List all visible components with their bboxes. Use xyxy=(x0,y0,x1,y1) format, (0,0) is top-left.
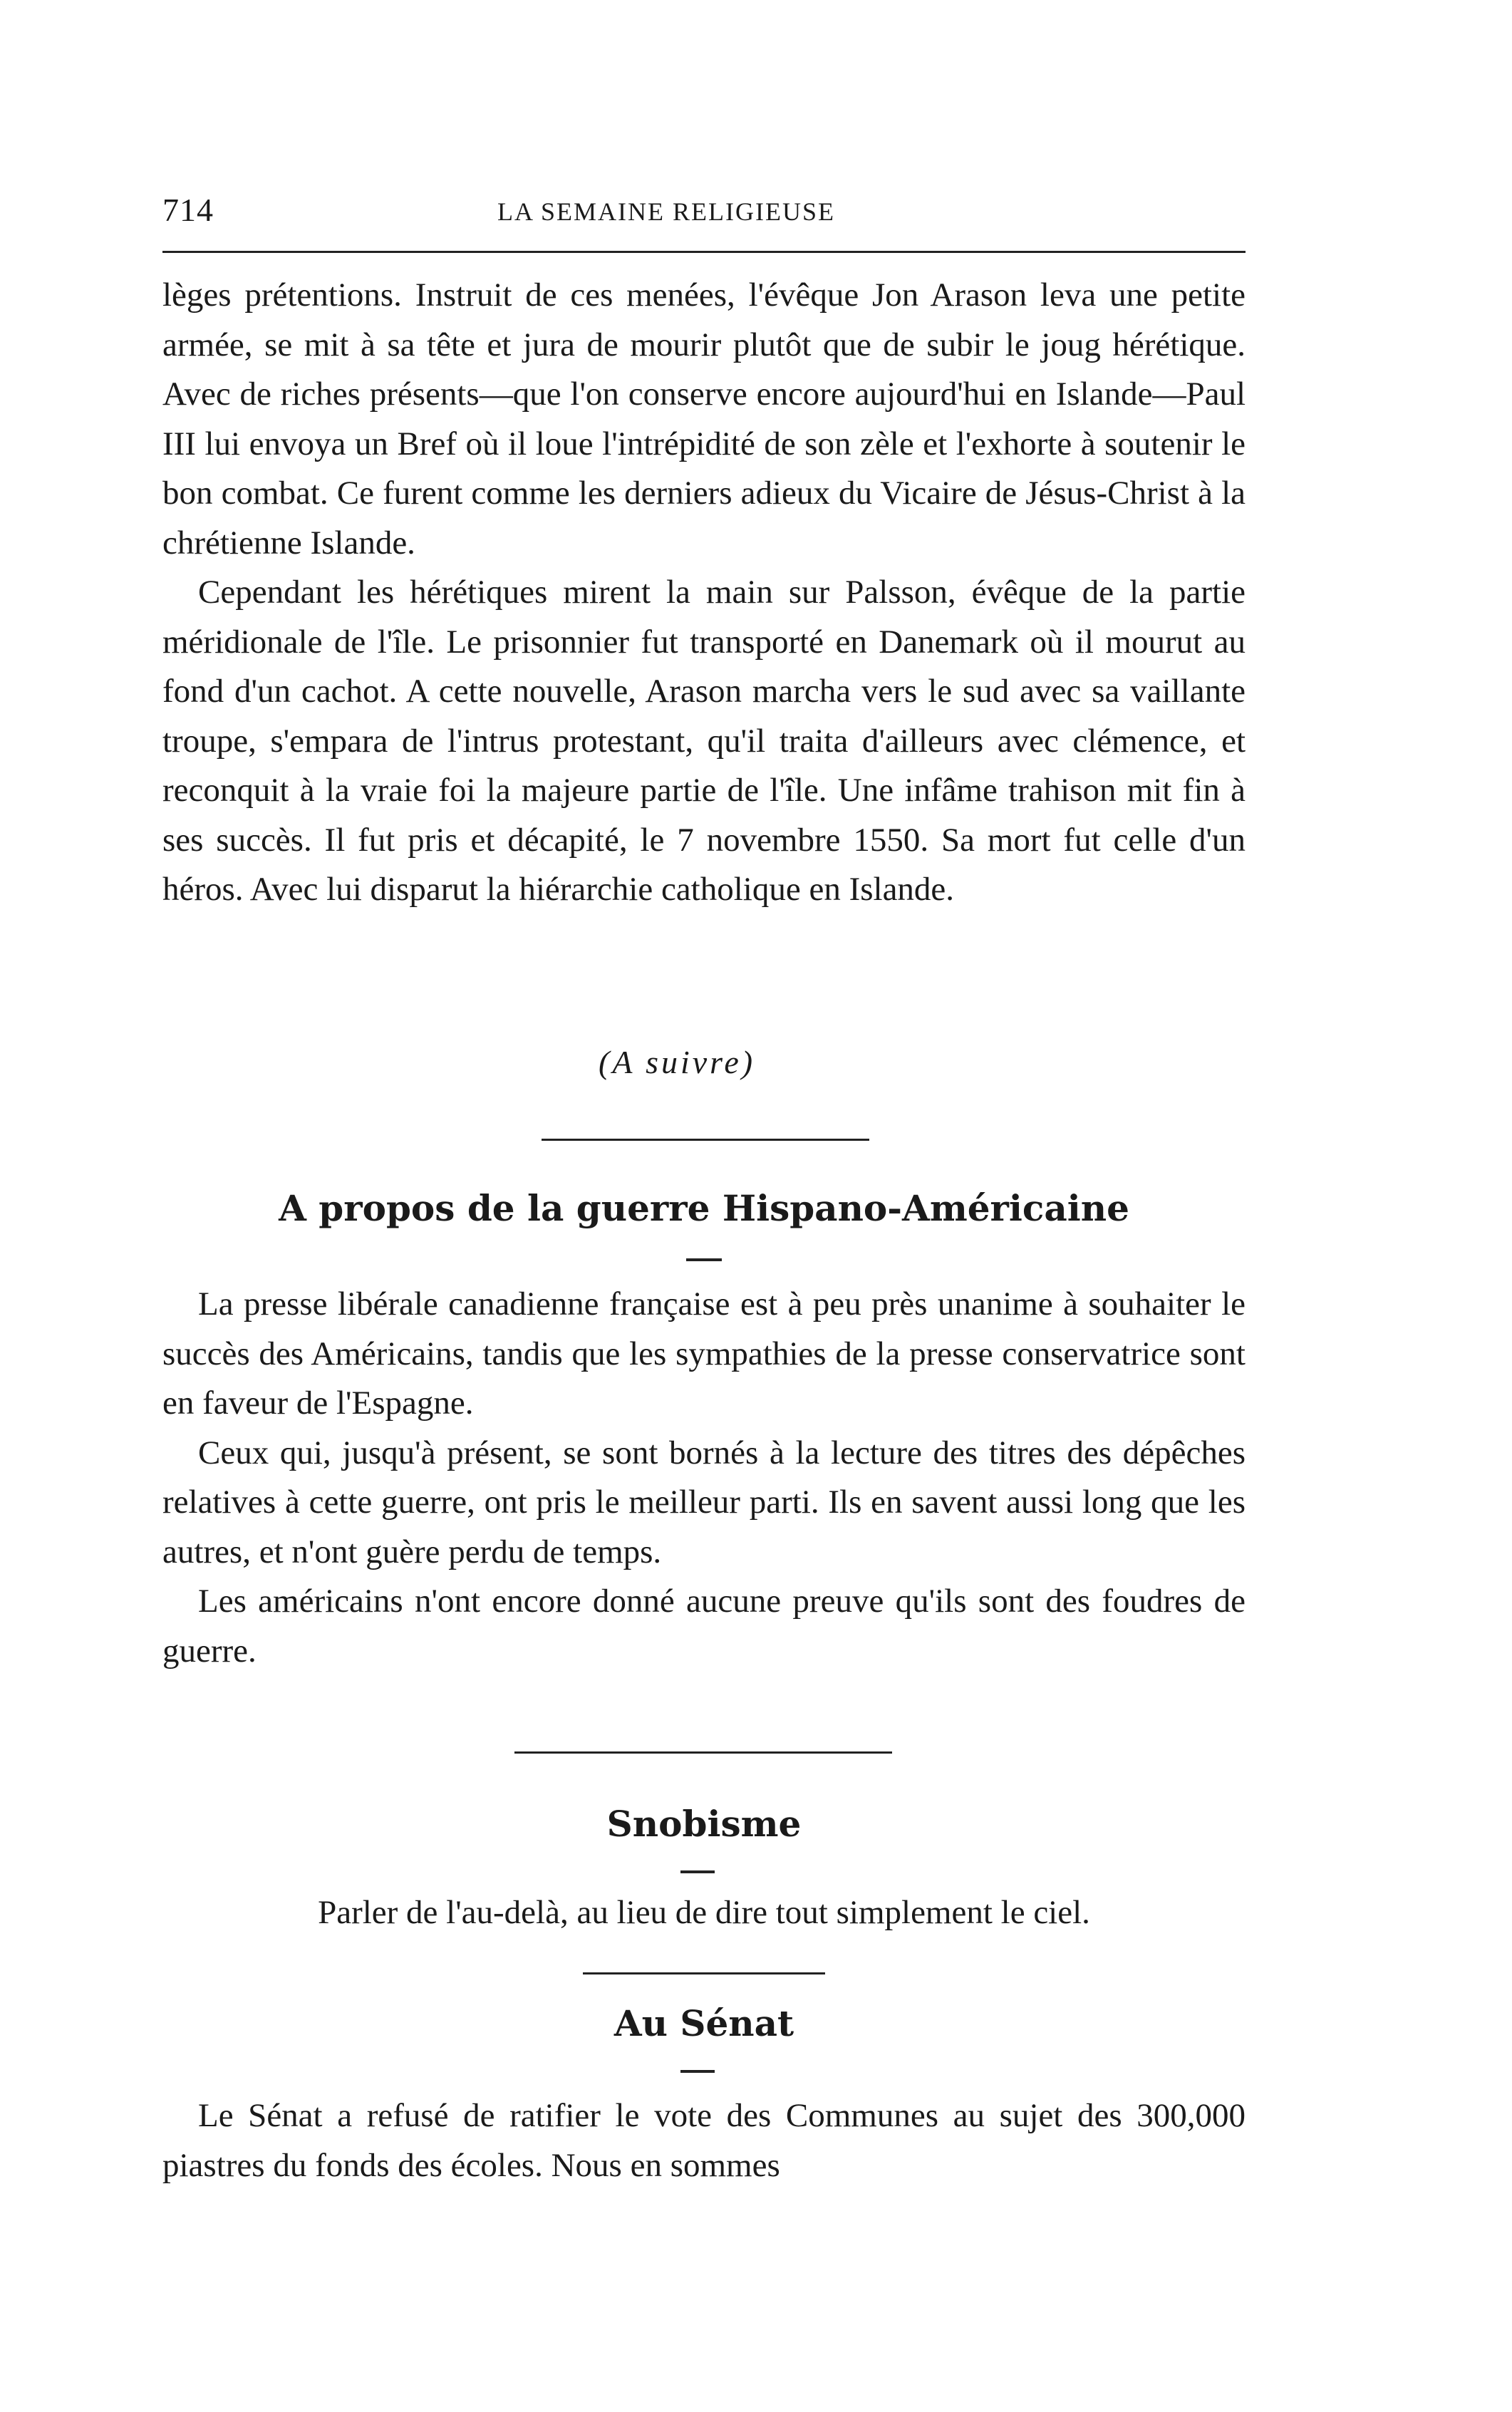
paragraph: lèges prétentions. Instruit de ces menées, l'évêque Jon Arason leva une petite armée, se mit à sa tête et jura de mourir plutôt que de subir le joug hérétique. Avec de riches présents—que l'on conserve encore aujourd'hui en Islande—Paul III lui envoya un Bref où il loue l'intrépidité de son zèle et l'exhorte à soutenir le bon combat. Ce furent comme les derniers adieux du Vicaire de Jésus-Christ à la chrétienne Islande. xyxy=(162,276,1246,561)
page-header xyxy=(162,191,1246,241)
title-dash xyxy=(680,1870,715,1873)
title-dash xyxy=(680,2070,715,2073)
section-title: Au Sénat xyxy=(613,2002,794,2044)
article-body xyxy=(162,1888,1246,1938)
running-title: LA SEMAINE RELIGIEUSE xyxy=(497,197,835,226)
to-be-continued: (A suivre) xyxy=(599,1044,756,1080)
article-body xyxy=(162,2091,1246,2190)
paragraph: Les américains n'ont encore donné aucune preuve qu'ils sont des foudres de guerre. xyxy=(162,1583,1246,1670)
paragraph: Le Sénat a refusé de ratifier le vote des Communes au sujet des 300,000 piastres du fonds des écoles. Nous en sommes xyxy=(162,2097,1246,2184)
section-divider xyxy=(542,1139,869,1141)
paragraph: Cependant les hérétiques mirent la main sur Palsson, évêque de la partie méridionale de l'île. Le prisonnier fut transporté en Danemark où il mourut au fond d'un cachot. A cette nouvelle, Arason marcha vers le sud avec sa vaillante troupe, s'empara de l'intrus protestant, qu'il traita d'ailleurs avec clémence, et reconquit à la vraie foi la majeure partie de l'île. Une infâme trahison mit fin à ses succès. Il fut pris et décapité, le 7 novembre 1550. Sa mort fut celle d'un héros. Avec lui disparut la hiérarchie catholique en Islande. xyxy=(162,574,1246,908)
article-body xyxy=(162,1280,1246,1676)
paragraph: Ceux qui, jusqu'à présent, se sont bornés à la lecture des titres des dépêches relatives à cette guerre, ont pris le meilleur parti. Ils en savent aussi long que les autres, et n'ont guère perdu de temps. xyxy=(162,1434,1246,1570)
section-divider xyxy=(583,1972,825,1974)
paragraph: Parler de l'au-delà, au lieu de dire tout simplement le ciel. xyxy=(318,1894,1090,1931)
continued-article xyxy=(162,271,1246,915)
paragraph: La presse libérale canadienne française est à peu près unanime à souhaiter le succès des Américains, tandis que les sympathies de la presse conservatrice sont en faveur de l'Espagne. xyxy=(162,1285,1246,1422)
section-divider xyxy=(514,1751,892,1754)
header-rule xyxy=(162,251,1246,253)
title-dash xyxy=(686,1258,722,1261)
page-number: 714 xyxy=(162,192,214,228)
section-title: A propos de la guerre Hispano-Américaine xyxy=(279,1187,1129,1229)
section-title: Snobisme xyxy=(606,1803,802,1845)
